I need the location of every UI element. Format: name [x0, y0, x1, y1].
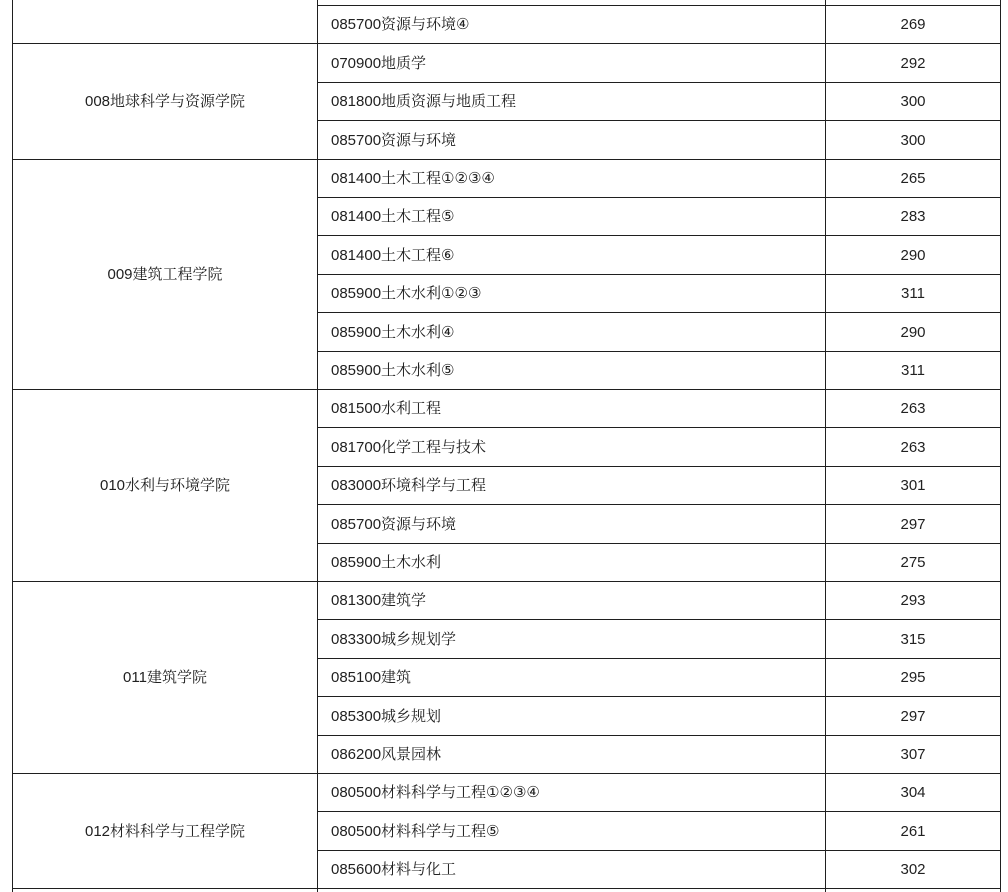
score-cell: 265 — [825, 159, 1001, 198]
program-cell: 085700资源与环境④ — [317, 5, 826, 44]
score-cell: 261 — [825, 811, 1001, 851]
program-cell: 083000环境科学与工程 — [317, 466, 826, 505]
score-cell: 293 — [825, 581, 1001, 620]
program-cell: 085900土木水利 — [317, 543, 826, 582]
program-cell: 085600材料与化工 — [317, 850, 826, 889]
program-cell: 081500水利工程 — [317, 389, 826, 428]
program-cell: 081700化学工程与技术 — [317, 427, 826, 467]
college-cell — [12, 0, 318, 44]
score-cell: 297 — [825, 504, 1001, 544]
score-cell: 263 — [825, 389, 1001, 428]
score-cell: 290 — [825, 312, 1001, 352]
score-cell: 311 — [825, 351, 1001, 390]
score-cell: 290 — [825, 235, 1001, 275]
college-cell: 012材料科学与工程学院 — [12, 773, 318, 889]
score-cell: 300 — [825, 82, 1001, 121]
score-cell — [825, 888, 1001, 892]
program-cell: 081400土木工程①②③④ — [317, 159, 826, 198]
score-cell: 304 — [825, 773, 1001, 812]
program-cell: 085900土木水利⑤ — [317, 351, 826, 390]
college-cell: 010水利与环境学院 — [12, 389, 318, 582]
score-cell: 283 — [825, 197, 1001, 236]
college-cell: 008地球科学与资源学院 — [12, 43, 318, 160]
college-cell — [12, 888, 318, 892]
program-cell: 080500材料科学与工程①②③④ — [317, 773, 826, 812]
program-cell: 085900土木水利①②③ — [317, 274, 826, 313]
score-cell: 295 — [825, 658, 1001, 697]
score-cell: 311 — [825, 274, 1001, 313]
program-cell: 081400土木工程⑤ — [317, 197, 826, 236]
score-cell: 302 — [825, 850, 1001, 889]
score-cell: 300 — [825, 120, 1001, 160]
program-cell: 086200风景园林 — [317, 735, 826, 774]
program-cell — [317, 888, 826, 892]
score-cell: 307 — [825, 735, 1001, 774]
program-cell: 085300城乡规划 — [317, 696, 826, 736]
score-cell: 297 — [825, 696, 1001, 736]
program-cell: 081400土木工程⑥ — [317, 235, 826, 275]
score-cell: 292 — [825, 43, 1001, 83]
score-cell: 301 — [825, 466, 1001, 505]
score-cell: 275 — [825, 543, 1001, 582]
program-cell: 085700资源与环境 — [317, 120, 826, 160]
program-cell: 085900土木水利④ — [317, 312, 826, 352]
program-cell: 085700资源与环境 — [317, 504, 826, 544]
program-cell: 085100建筑 — [317, 658, 826, 697]
college-cell: 009建筑工程学院 — [12, 159, 318, 390]
program-cell: 083300城乡规划学 — [317, 619, 826, 659]
program-cell: 080500材料科学与工程⑤ — [317, 811, 826, 851]
score-cell: 315 — [825, 619, 1001, 659]
college-cell: 011建筑学院 — [12, 581, 318, 774]
score-cell: 269 — [825, 5, 1001, 44]
program-cell: 070900地质学 — [317, 43, 826, 83]
program-cell: 081300建筑学 — [317, 581, 826, 620]
program-cell: 081800地质资源与地质工程 — [317, 82, 826, 121]
score-cell: 263 — [825, 427, 1001, 467]
